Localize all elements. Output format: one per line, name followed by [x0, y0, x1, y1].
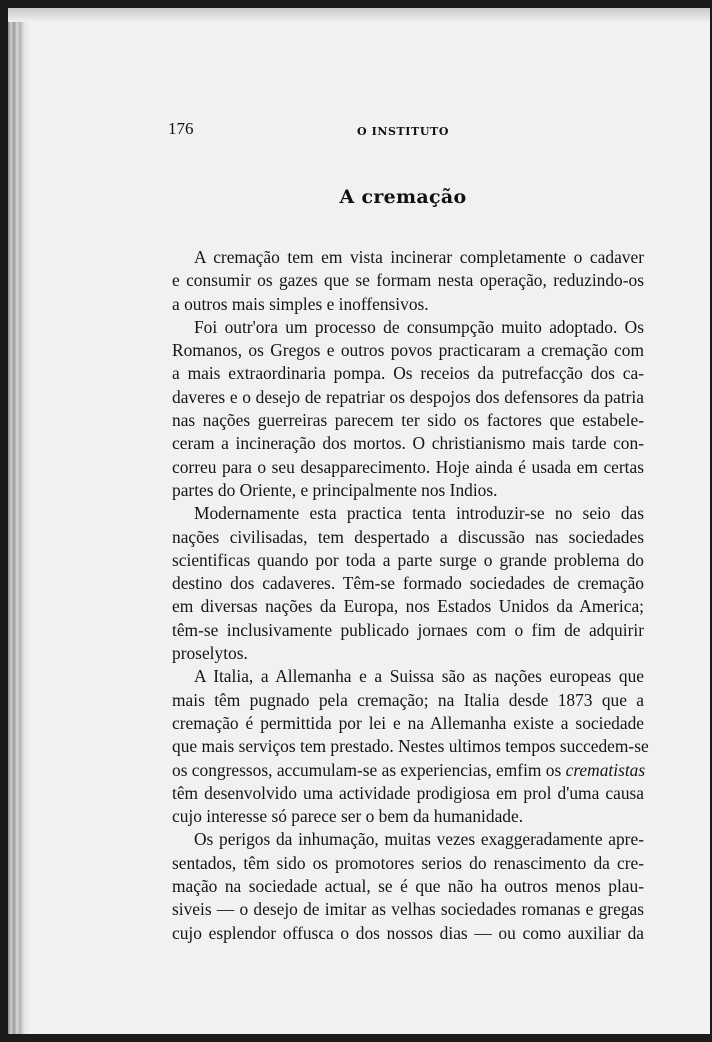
- text-line: a outros mais simples e inoffensivos.: [172, 293, 429, 314]
- text-line-with-italic: [172, 759, 644, 782]
- page-number: 176: [168, 119, 194, 138]
- text-line: mação na sociedade actual, se é que não ha outros menos plau-: [172, 876, 644, 897]
- section-title: A cremação: [339, 186, 467, 208]
- text-line: nas nações guerreiras parecem ter sido os factores que estabele-: [172, 410, 644, 431]
- text-line: cujo interesse só parece ser o bem da humanidade.: [172, 806, 524, 827]
- text-line: partes do Oriente, e principalmente nos Indios.: [172, 479, 498, 500]
- text-line: cujo esplendor offusca o dos nossos dias — ou como auxiliar da: [172, 922, 644, 943]
- text-line: Romanos, os Gregos e outros povos practicaram a cremação com: [172, 340, 644, 361]
- text-line: Foi outr'ora um processo de consumpção muito adoptado. Os: [194, 316, 644, 337]
- text-line: mais têm pugnado pela cremação; na Italia desde 1873 que a: [172, 689, 644, 710]
- text-line: proselytos.: [172, 643, 248, 664]
- text-fragment: os congressos, accumulam-se as experiencias, emfim os: [172, 759, 562, 780]
- text-line: a mais extraordinaria pompa. Os receios da putrefacção dos ca-: [172, 363, 644, 384]
- text-line: scientificas quando por toda a parte surge o grande problema do: [172, 549, 644, 570]
- text-line: cremação é permittida por lei e na Allemanha existe a sociedade: [172, 712, 644, 733]
- page-top-shadow: [8, 8, 710, 22]
- text-line: ceram a incineração dos mortos. O christianismo mais tarde con-: [172, 433, 644, 454]
- text-line: A cremação tem em vista incinerar completamente o cadaver: [194, 247, 644, 267]
- text-line: A Italia, a Allemanha e a Suissa são as nações europeas que: [194, 666, 644, 687]
- text-line: destino dos cadaveres. Têm-se formado sociedades de cremação: [172, 573, 644, 594]
- text-line: que mais serviços tem prestado. Nestes ultimos tempos succedem-se: [172, 736, 649, 757]
- italic-term: crematistas: [565, 759, 646, 780]
- page-edge-shadow: [8, 8, 30, 1034]
- text-line: siveis — o desejo de imitar as velhas sociedades romanas e gregas: [172, 899, 644, 920]
- text-line: e consumir os gazes que se formam nesta operação, reduzindo-os: [172, 270, 644, 291]
- text-line: Os perigos da inhumação, muitas vezes exaggeradamente apre-: [194, 829, 644, 850]
- text-line: em diversas nações da Europa, nos Estados Unidos da America;: [172, 596, 644, 617]
- text-line: correu para o seu desapparecimento. Hoje ainda é usada em certas: [172, 456, 644, 477]
- text-line: têm desenvolvido uma actividade prodigiosa em prol d'uma causa: [172, 782, 644, 803]
- text-line: nações civilisadas, tem despertado a discussão nas sociedades: [172, 526, 644, 547]
- text-line: sentados, têm sido os promotores serios do renascimento da cre-: [172, 852, 644, 873]
- book-page: [8, 8, 710, 1034]
- text-line: Modernamente esta practica tenta introduzir-se no seio das: [194, 503, 644, 524]
- text-line: daveres e o desejo de repatriar os despojos dos defensores da patria: [172, 386, 644, 407]
- body-text: [172, 246, 649, 945]
- text-line: têm-se inclusivamente publicado jornaes com o fim de adquirir: [172, 619, 644, 640]
- running-header: [168, 119, 638, 147]
- running-head-title: O INSTITUTO: [356, 125, 450, 138]
